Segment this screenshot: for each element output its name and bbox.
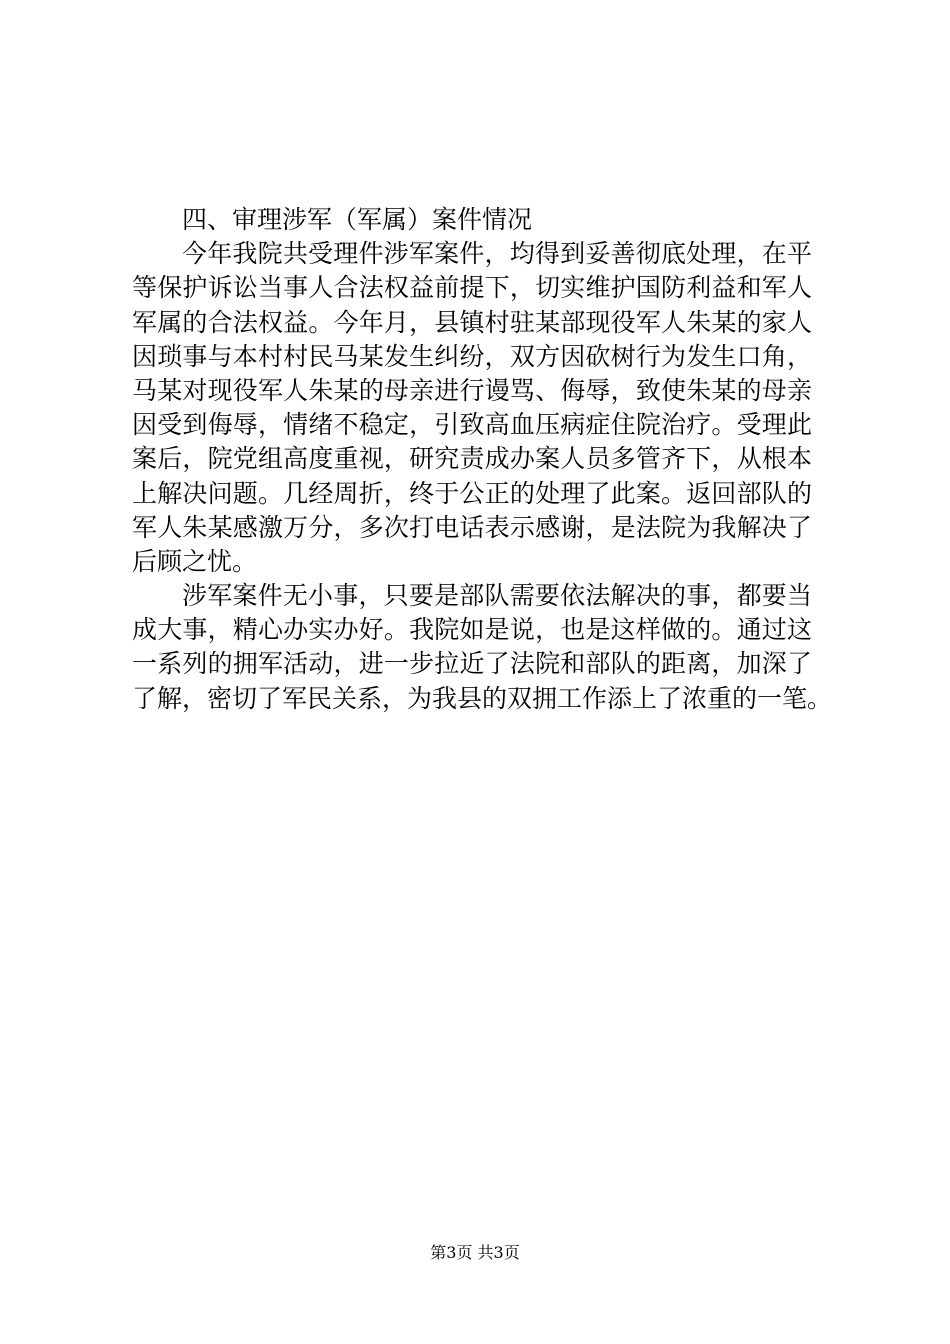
paragraph-line: 上解决问题。几经周折，终于公正的处理了此案。返回部队的 xyxy=(132,478,812,508)
paragraph-line: 因琐事与本村村民马某发生纠纷，双方因砍树行为发生口角， xyxy=(132,341,812,371)
paragraph-line: 等保护诉讼当事人合法权益前提下，切实维护国防利益和军人 xyxy=(132,273,812,303)
paragraph-line: 因受到侮辱，情绪不稳定，引致高血压病症住院治疗。受理此 xyxy=(132,410,812,440)
paragraph-line: 军人朱某感激万分，多次打电话表示感谢，是法院为我解决了 xyxy=(132,512,812,542)
document-body xyxy=(132,203,833,716)
page-number-footer: 第3页 共3页 xyxy=(430,1243,520,1262)
paragraph-line: 一系列的拥军活动，进一步拉近了法院和部队的距离，加深了 xyxy=(132,649,812,679)
paragraph-line: 成大事，精心办实办好。我院如是说，也是这样做的。通过这 xyxy=(132,615,812,645)
paragraph-line: 马某对现役军人朱某的母亲进行谩骂、侮辱，致使朱某的母亲 xyxy=(132,375,812,405)
section-heading: 四、审理涉军（军属）案件情况 xyxy=(182,205,533,234)
paragraph-conclusion xyxy=(132,579,833,716)
paragraph-line: 涉军案件无小事，只要是部队需要依法解决的事，都要当 xyxy=(182,581,812,611)
paragraph-line: 了解，密切了军民关系，为我县的双拥工作添上了浓重的一笔。 xyxy=(132,683,833,713)
paragraph-line: 后顾之忧。 xyxy=(132,546,258,576)
paragraph-line: 今年我院共受理件涉军案件，均得到妥善彻底处理，在平 xyxy=(182,239,812,269)
paragraph-line: 案后，院党组高度重视，研究责成办案人员多管齐下，从根本 xyxy=(132,444,812,474)
paragraph-case-summary xyxy=(132,237,812,579)
paragraph-line: 军属的合法权益。今年月，县镇村驻某部现役军人朱某的家人 xyxy=(132,307,812,337)
